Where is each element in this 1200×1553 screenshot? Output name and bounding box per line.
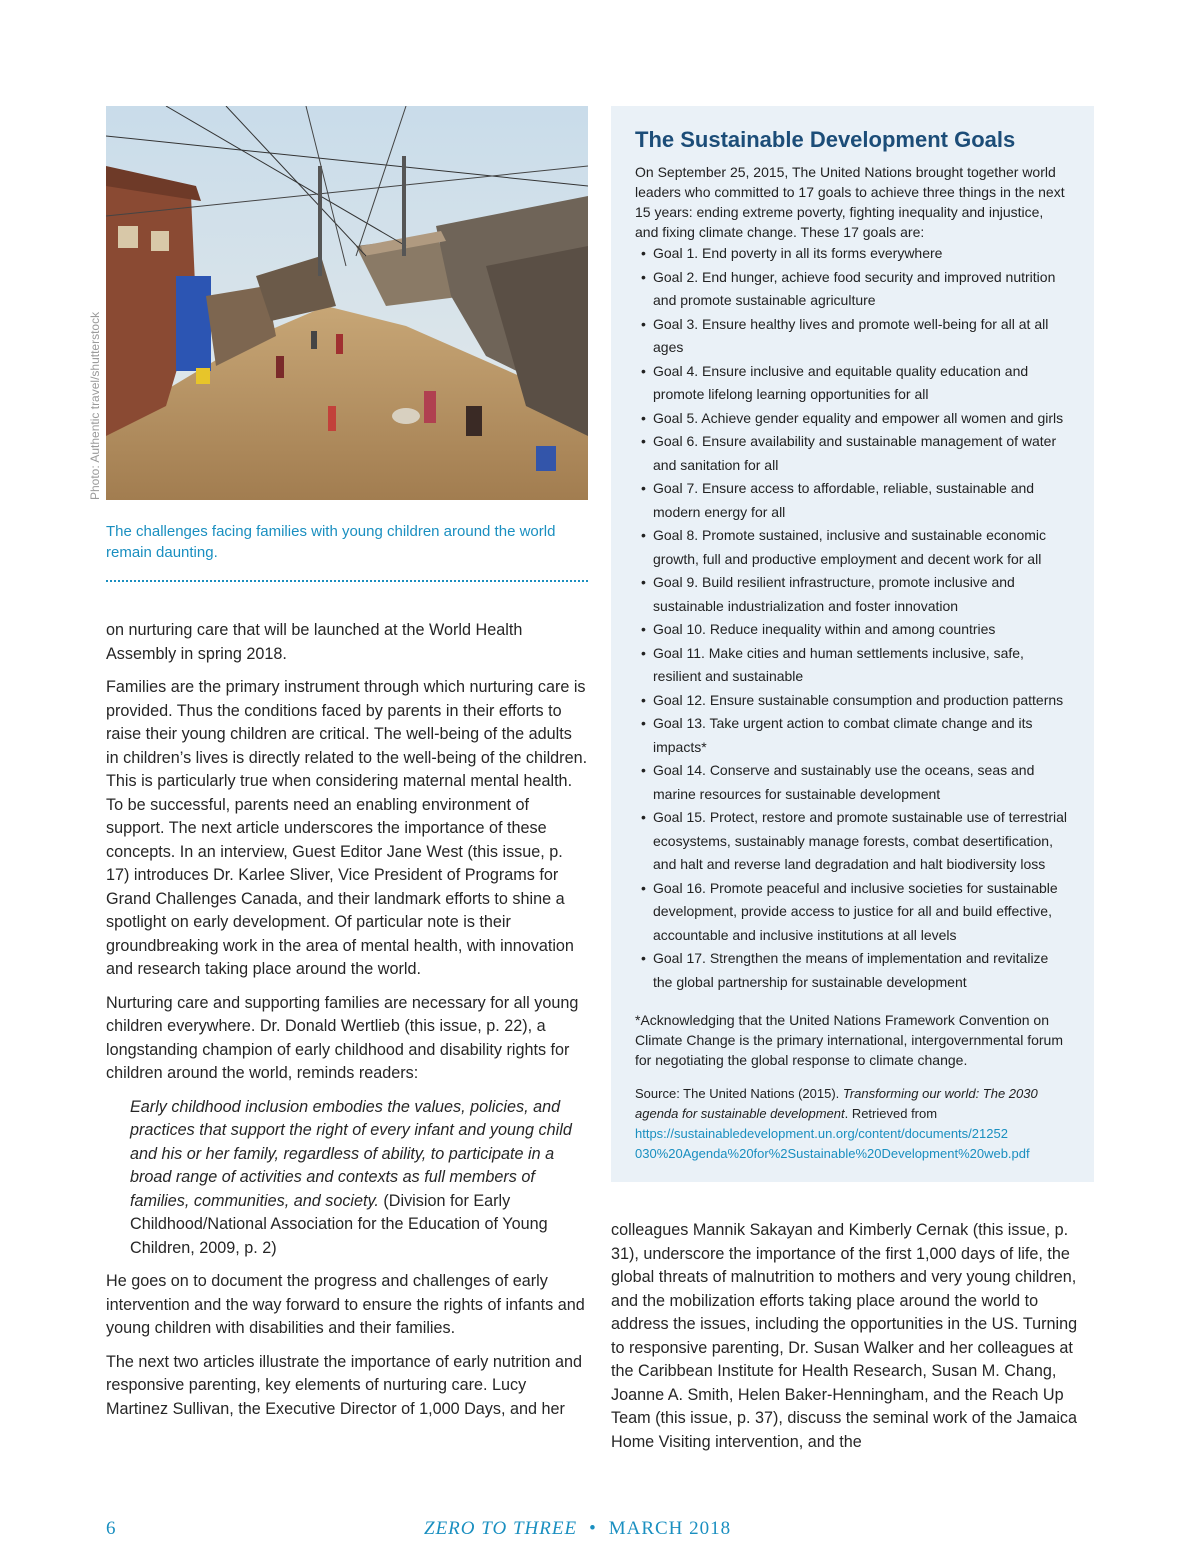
quote-text: Early childhood inclusion embodies the values, policies, and practices that support the right of every infant and young child and his or her family, regardless of ability, to participate in a broad range of activities and contexts as full members of families, communities, and society.	[130, 1097, 572, 1210]
goal-item: • Goal 1. End poverty in all its forms everywhere	[641, 242, 1070, 266]
page-number: 6	[106, 1518, 116, 1539]
source-mid: . Retrieved from	[844, 1106, 938, 1121]
sidebar-intro: On September 25, 2015, The United Nations brought together world leaders who committed to 17 goals to achieve three things in the next 15 years: ending extreme poverty, fighting inequality and injustice, and fixing climate change. These 17 goals are:	[635, 164, 1065, 240]
sidebar-footnote: *Acknowledging that the United Nations Framework Convention on Climate Change is the primary international, intergovernmental forum for negotiating the global response to climate change.	[635, 1012, 1063, 1068]
goal-item: • Goal 11. Make cities and human settlements inclusive, safe, resilient and sustainable	[641, 642, 1070, 689]
goal-item: • Goal 6. Ensure availability and sustainable management of water and sanitation for all	[641, 430, 1070, 477]
sdg-sidebar	[611, 106, 1094, 1182]
sidebar-source	[635, 1084, 1070, 1164]
footer-separator: •	[589, 1518, 597, 1539]
article-left-column	[106, 619, 588, 1431]
paragraph: Families are the primary instrument through which nurturing care is provided. Thus the conditions faced by parents in their efforts to raise their young children are critical. The well-being of the adults in children’s lives is directly related to the well-being of the children. This is particularly true when considering maternal mental health. To be successful, parents need an enabling environment of support. The next article underscores the importance of these concepts. In an interview, Guest Editor Jane West (this issue, p. 17) introduces Dr. Karlee Sliver, Vice President of Programs for Grand Challenges Canada, and their landmark efforts to shine a spotlight on early development. Of particular note is their groundbreaking work in the area of mental health, with innovation and research taking place around the world.	[106, 678, 588, 978]
photo-caption: The challenges facing families with young children around the world remain daunting.	[106, 523, 556, 561]
block-quote	[130, 1096, 588, 1261]
source-title: Transforming our world: The 2030 agenda for sustainable development	[635, 1086, 1038, 1121]
goal-item: • Goal 3. Ensure healthy lives and promote well-being for all at all ages	[641, 313, 1070, 360]
goal-item: • Goal 15. Protect, restore and promote sustainable use of terrestrial ecosystems, sustainably manage forests, combat desertification, and halt and reverse land degradation and halt biodiversity loss	[641, 806, 1070, 877]
source-prefix: Source: The United Nations (2015).	[635, 1086, 843, 1101]
goal-item: • Goal 10. Reduce inequality within and among countries	[641, 618, 1070, 642]
goal-item: • Goal 8. Promote sustained, inclusive and sustainable economic growth, full and productive employment and decent work for all	[641, 524, 1070, 571]
goal-item: • Goal 9. Build resilient infrastructure, promote inclusive and sustainable industrialization and foster innovation	[641, 571, 1070, 618]
caption-divider	[106, 580, 588, 582]
goal-item: • Goal 14. Conserve and sustainably use the oceans, seas and marine resources for sustainable development	[641, 759, 1070, 806]
source-link[interactable]: https://sustainabledevelopment.un.org/content/documents/21252 030%20Agenda%20for%2Sustainable%20Development%20web.pdf	[635, 1126, 1030, 1161]
goal-item: • Goal 5. Achieve gender equality and empower all women and girls	[641, 407, 1070, 431]
paragraph: colleagues Mannik Sakayan and Kimberly Cernak (this issue, p. 31), underscore the importance of the first 1,000 days of life, the global threats of malnutrition to mothers and very young children, and the mobilization efforts taking place around the world to address the issues, including the opportunities in the US. Turning to responsive parenting, Dr. Susan Walker and her colleagues at the Caribbean Institute for Health Research, Susan M. Chang, Joanne A. Smith, Helen Baker-Henningham, and the Reach Up Team (this issue, p. 37), discuss the seminal work of the Jamaica Home Visiting intervention, and the	[611, 1221, 1078, 1451]
sidebar-title: The Sustainable Development Goals	[635, 127, 1016, 152]
paragraph: Nurturing care and supporting families are necessary for all young children everywhere. Dr. Donald Wertlieb (this issue, p. 22), a longstanding champion of early childhood and disability rights for children around the world, reminds readers:	[106, 993, 579, 1082]
goal-item: • Goal 7. Ensure access to affordable, reliable, sustainable and modern energy for all	[641, 477, 1070, 524]
paragraph: on nurturing care that will be launched at the World Health Assembly in spring 2018.	[106, 621, 523, 663]
goal-item: • Goal 13. Take urgent action to combat climate change and its impacts*	[641, 712, 1070, 759]
goals-list	[635, 242, 1070, 994]
article-right-column	[611, 1219, 1091, 1464]
goal-item: • Goal 4. Ensure inclusive and equitable quality education and promote lifelong learning opportunities for all	[641, 360, 1070, 407]
goal-item: • Goal 2. End hunger, achieve food security and improved nutrition and promote sustainable agriculture	[641, 266, 1070, 313]
running-footer	[424, 1518, 731, 1540]
goal-item: • Goal 17. Strengthen the means of implementation and revitalize the global partnership for sustainable development	[641, 947, 1070, 994]
quote-citation: (Division for Early Childhood/National Association for the Education of Young Children, 2009, p. 2)	[130, 1191, 548, 1257]
goal-item: • Goal 16. Promote peaceful and inclusive societies for sustainable development, provide access to justice for all and build effective, accountable and inclusive institutions at all levels	[641, 877, 1070, 948]
photo-credit: Photo: Authentic travel/shutterstock	[88, 311, 102, 500]
magazine-name: ZERO TO THREE	[424, 1518, 578, 1539]
goal-item: • Goal 12. Ensure sustainable consumption and production patterns	[641, 689, 1070, 713]
issue-date: MARCH 2018	[608, 1518, 732, 1539]
paragraph: The next two articles illustrate the importance of early nutrition and responsive parenting, key elements of nurturing care. Lucy Martinez Sullivan, the Executive Director of 1,000 Days, and her	[106, 1352, 582, 1418]
paragraph: He goes on to document the progress and challenges of early intervention and the way forward to ensure the rights of infants and young children with disabilities and their families.	[106, 1272, 585, 1337]
street-photo	[106, 106, 588, 500]
